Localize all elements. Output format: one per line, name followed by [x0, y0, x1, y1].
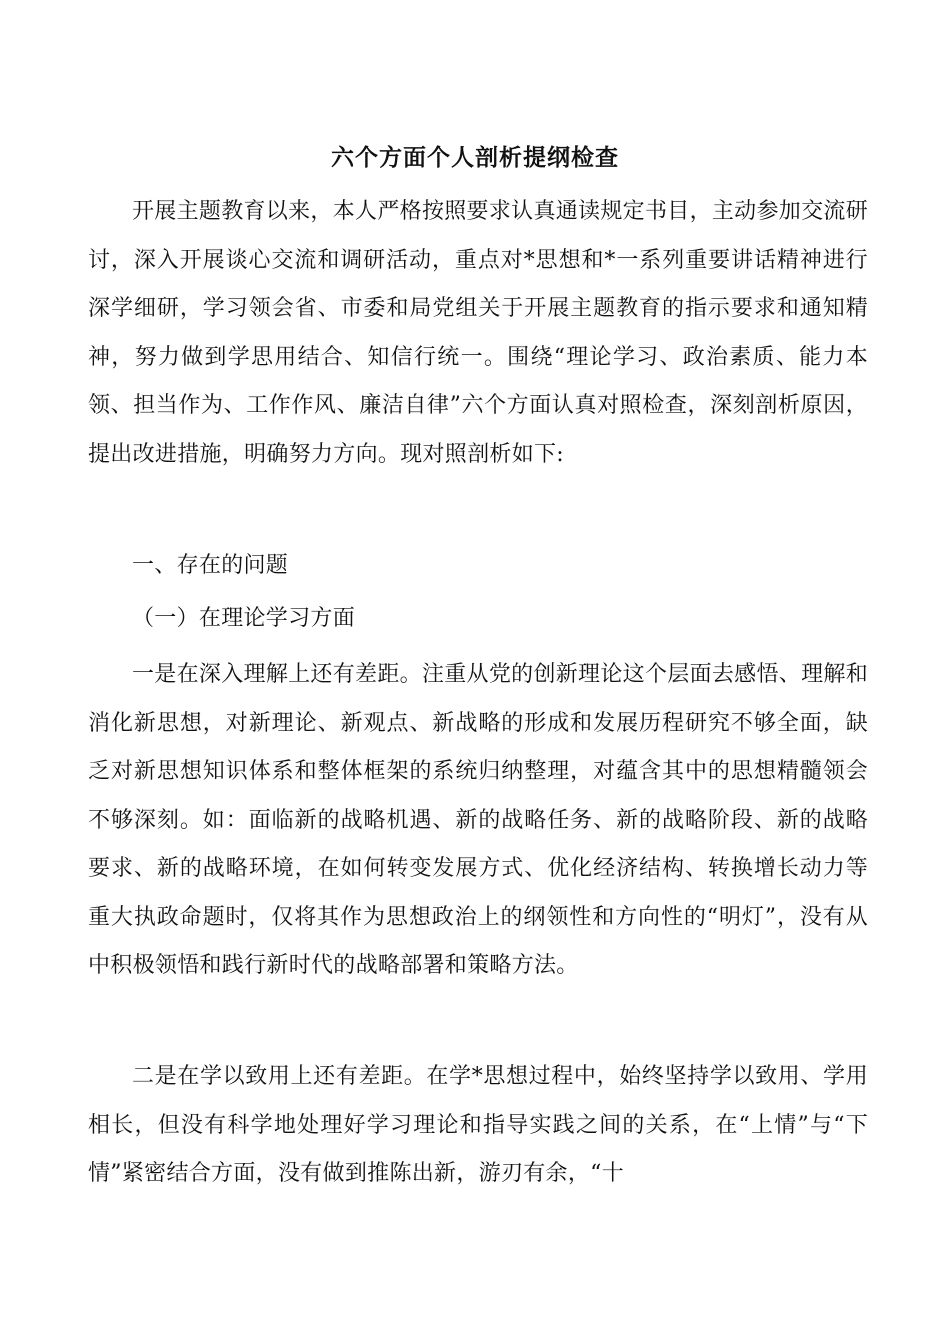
- body-paragraph-one: 一是在深入理解上还有差距。注重从党的创新理论这个层面去感悟、理解和消化新思想，对新理论、新观点、新战略的形成和发展历程研究不够全面，缺乏对新思想知识体系和整体框架的系统归纳整理，对蕴含其中的思想精髓领会不够深刻。如：面临新的战略机遇、新的战略任务、新的战略阶段、新的战略要求、新的战略环境，在如何转变发展方式、优化经济结构、转换增长动力等重大执政命题时，仅将其作为思想政治上的纲领性和方向性的“明灯”，没有从中积极领悟和践行新时代的战略部署和策略方法。: [88, 662, 868, 978]
- document-title: 六个方面个人剖析提纲检查: [331, 144, 619, 171]
- section-heading: 一、存在的问题: [132, 553, 289, 578]
- subsection-heading: （一）在理论学习方面: [132, 606, 356, 631]
- intro-paragraph: 开展主题教育以来，本人严格按照要求认真通读规定书目，主动参加交流研讨，深入开展谈心交流和调研活动，重点对*思想和*一系列重要讲话精神进行深学细研，学习领会省、市委和局党组关于开展主题教育的指示要求和通知精神，努力做到学思用结合、知信行统一。围绕“理论学习、政治素质、能力本领、担当作为、工作作风、廉洁自律”六个方面认真对照检查，深刻剖析原因，提出改进措施，明确努力方向。现对照剖析如下:: [88, 199, 868, 467]
- body-paragraph-two: 二是在学以致用上还有差距。在学*思想过程中，始终坚持学以致用、学用相长，但没有科学地处理好学习理论和指导实践之间的关系，在“上情”与“下情”紧密结合方面，没有做到推陈出新，游刃有余，“十: [88, 1064, 868, 1186]
